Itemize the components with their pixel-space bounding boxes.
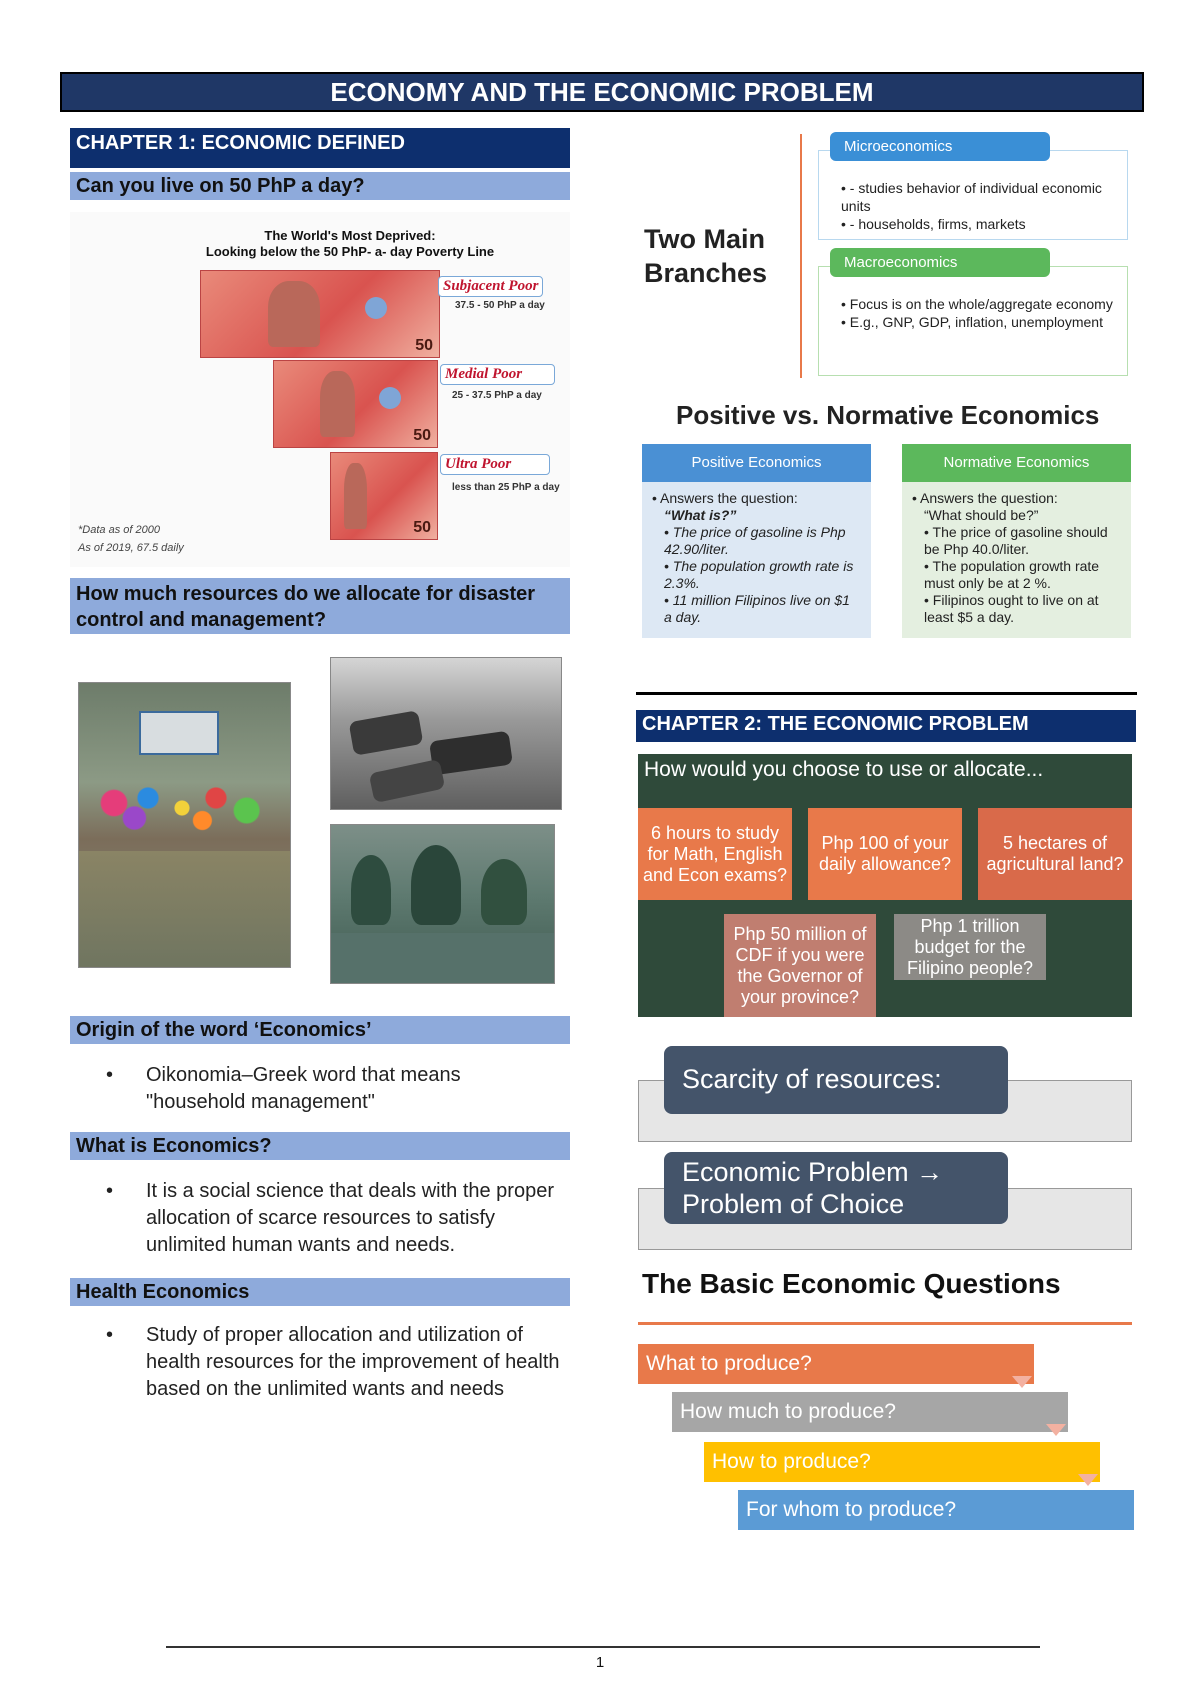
section-live-on-50: Can you live on 50 PhP a day?	[70, 172, 570, 200]
macro-label: Macroeconomics	[830, 248, 1050, 277]
pos-bullet-1: The price of gasoline is Php 42.90/liter.	[664, 524, 846, 557]
section-what-heading: What is Economics?	[70, 1132, 570, 1160]
pos-question-2: “What is?”	[664, 507, 737, 523]
down-arrow-icon	[1012, 1376, 1032, 1388]
flooded-cars-photo	[330, 657, 562, 810]
macro-box: • Focus is on the whole/aggregate economy • E.g., GNP, GDP, inflation, unemployment	[818, 266, 1128, 376]
origin-bullet	[106, 1062, 536, 1116]
question-for-whom: For whom to produce?	[738, 1490, 1134, 1530]
chapter2-divider	[636, 692, 1137, 695]
poverty-note-2000: *Data as of 2000	[78, 524, 160, 536]
economic-problem-line1: Economic Problem →	[682, 1157, 944, 1187]
bullet-icon: •	[106, 1324, 114, 1346]
page-number: 1	[595, 1654, 605, 1671]
banknote-50-medium: 50	[273, 360, 438, 448]
medial-poor-range: 25 - 37.5 PhP a day	[452, 390, 542, 401]
norm-question-2: “What should be?”	[924, 507, 1039, 523]
health-bullet	[106, 1322, 576, 1403]
alloc-allowance: Php 100 of your daily allowance?	[808, 808, 962, 900]
flood-umbrellas-photo	[78, 682, 291, 968]
medial-poor-label: Medial Poor	[440, 364, 555, 385]
pos-bullet-2: The population growth rate is 2.3%.	[664, 558, 854, 591]
down-arrow-icon	[1078, 1474, 1098, 1486]
positive-column: Positive Economics • Answers the question: “What is?” • The price of gasoline is Php 42.90/liter. • The population growth rate is 2.3%. • 11 million Filipinos live on $1 a day.	[642, 444, 871, 638]
basic-questions-title: The Basic Economic Questions	[642, 1268, 1061, 1299]
allocation-panel	[638, 754, 1132, 1017]
economic-problem-label	[664, 1152, 1008, 1224]
what-bullet-text: It is a social science that deals with the proper allocation of scarce resources to satisfy unlimited human wants and needs.	[146, 1180, 554, 1256]
norm-bullet-1: The price of gasoline should be Php 40.0/liter.	[924, 524, 1108, 557]
norm-bullet-3: Filipinos ought to live on at least $5 a day.	[924, 592, 1099, 625]
footer-rule	[166, 1646, 1040, 1648]
bullet-icon: •	[106, 1064, 114, 1086]
positive-normative-title: Positive vs. Normative Economics	[676, 400, 1100, 430]
poverty-title-line2: Looking below the 50 PhP- a- day Poverty Line	[205, 244, 495, 259]
banknote-50-small: 50	[330, 452, 438, 540]
norm-question-1: Answers the question:	[920, 490, 1058, 506]
poverty-infographic	[70, 212, 570, 567]
micro-bullet-2: households, firms, markets	[858, 216, 1026, 232]
document-title: ECONOMY AND THE ECONOMIC PROBLEM	[60, 72, 1144, 112]
branches-bracket	[800, 134, 814, 378]
alloc-cdf: Php 50 million of CDF if you were the Governor of your province?	[724, 914, 876, 1017]
alloc-trillion: Php 1 trillion budget for the Filipino people?	[894, 914, 1046, 980]
poverty-title-line1: The World's Most Deprived:	[264, 228, 436, 243]
micro-bullet-1: studies behavior of individual economic units	[841, 180, 1102, 214]
chapter2-heading: CHAPTER 2: THE ECONOMIC PROBLEM	[636, 710, 1136, 742]
question-how: How to produce?	[704, 1442, 1100, 1482]
allocation-title: How would you choose to use or allocate...	[644, 758, 1044, 781]
macro-bullet-1: Focus is on the whole/aggregate economy	[849, 296, 1113, 312]
subjacent-poor-label: Subjacent Poor	[438, 276, 543, 297]
seal-icon	[365, 297, 387, 319]
pos-question-1: Answers the question:	[660, 490, 798, 506]
what-bullet	[106, 1178, 576, 1259]
section-origin-heading: Origin of the word ‘Economics’	[70, 1016, 570, 1044]
scarcity-label: Scarcity of resources:	[664, 1046, 1008, 1114]
question-what: What to produce?	[638, 1344, 1034, 1384]
origin-bullet-text: Oikonomia–Greek word that means "household management"	[146, 1064, 461, 1113]
micro-box: • - studies behavior of individual economic units • - households, firms, markets	[818, 150, 1128, 240]
section-health-heading: Health Economics	[70, 1278, 570, 1306]
seal-icon	[379, 387, 401, 409]
positive-header: Positive Economics	[642, 444, 871, 482]
banknote-50-large: 50	[200, 270, 440, 358]
micro-label: Microeconomics	[830, 132, 1050, 161]
norm-bullet-2: The population growth rate must only be at 2 %.	[924, 558, 1100, 591]
question-how-much: How much to produce?	[672, 1392, 1068, 1432]
macro-bullet-2: E.g., GNP, GDP, inflation, unemployment	[849, 314, 1103, 330]
two-main-branches-title: Two Main Branches	[644, 224, 768, 288]
pos-bullet-3: 11 million Filipinos live on $1 a day.	[664, 592, 850, 625]
economic-problem-line2: Problem of Choice	[682, 1189, 905, 1219]
normative-column: Normative Economics • Answers the question: “What should be?” • The price of gasoline should be Php 40.0/liter. • The population growth rate must only be at 2 %. • Filipinos ought to live on at least $5 a day.	[902, 444, 1131, 638]
chapter1-heading: CHAPTER 1: ECONOMIC DEFINED	[70, 128, 570, 168]
health-bullet-text: Study of proper allocation and utilization of health resources for the improvement of health based on the unlimited wants and needs	[146, 1324, 560, 1400]
section-disaster-question: How much resources do we allocate for disaster control and management?	[70, 578, 570, 634]
down-arrow-icon	[1046, 1424, 1066, 1436]
poverty-note-2019: As of 2019, 67.5 daily	[78, 542, 184, 554]
storm-trees-photo	[330, 824, 555, 984]
basic-questions-rule	[638, 1322, 1132, 1325]
bullet-icon: •	[106, 1180, 114, 1202]
subjacent-poor-range: 37.5 - 50 PhP a day	[455, 300, 545, 311]
alloc-land: 5 hectares of agricultural land?	[978, 808, 1132, 900]
ultra-poor-range: less than 25 PhP a day	[452, 482, 560, 493]
normative-header: Normative Economics	[902, 444, 1131, 482]
alloc-study-hours: 6 hours to study for Math, English and Econ exams?	[638, 808, 792, 900]
ultra-poor-label: Ultra Poor	[440, 454, 550, 475]
